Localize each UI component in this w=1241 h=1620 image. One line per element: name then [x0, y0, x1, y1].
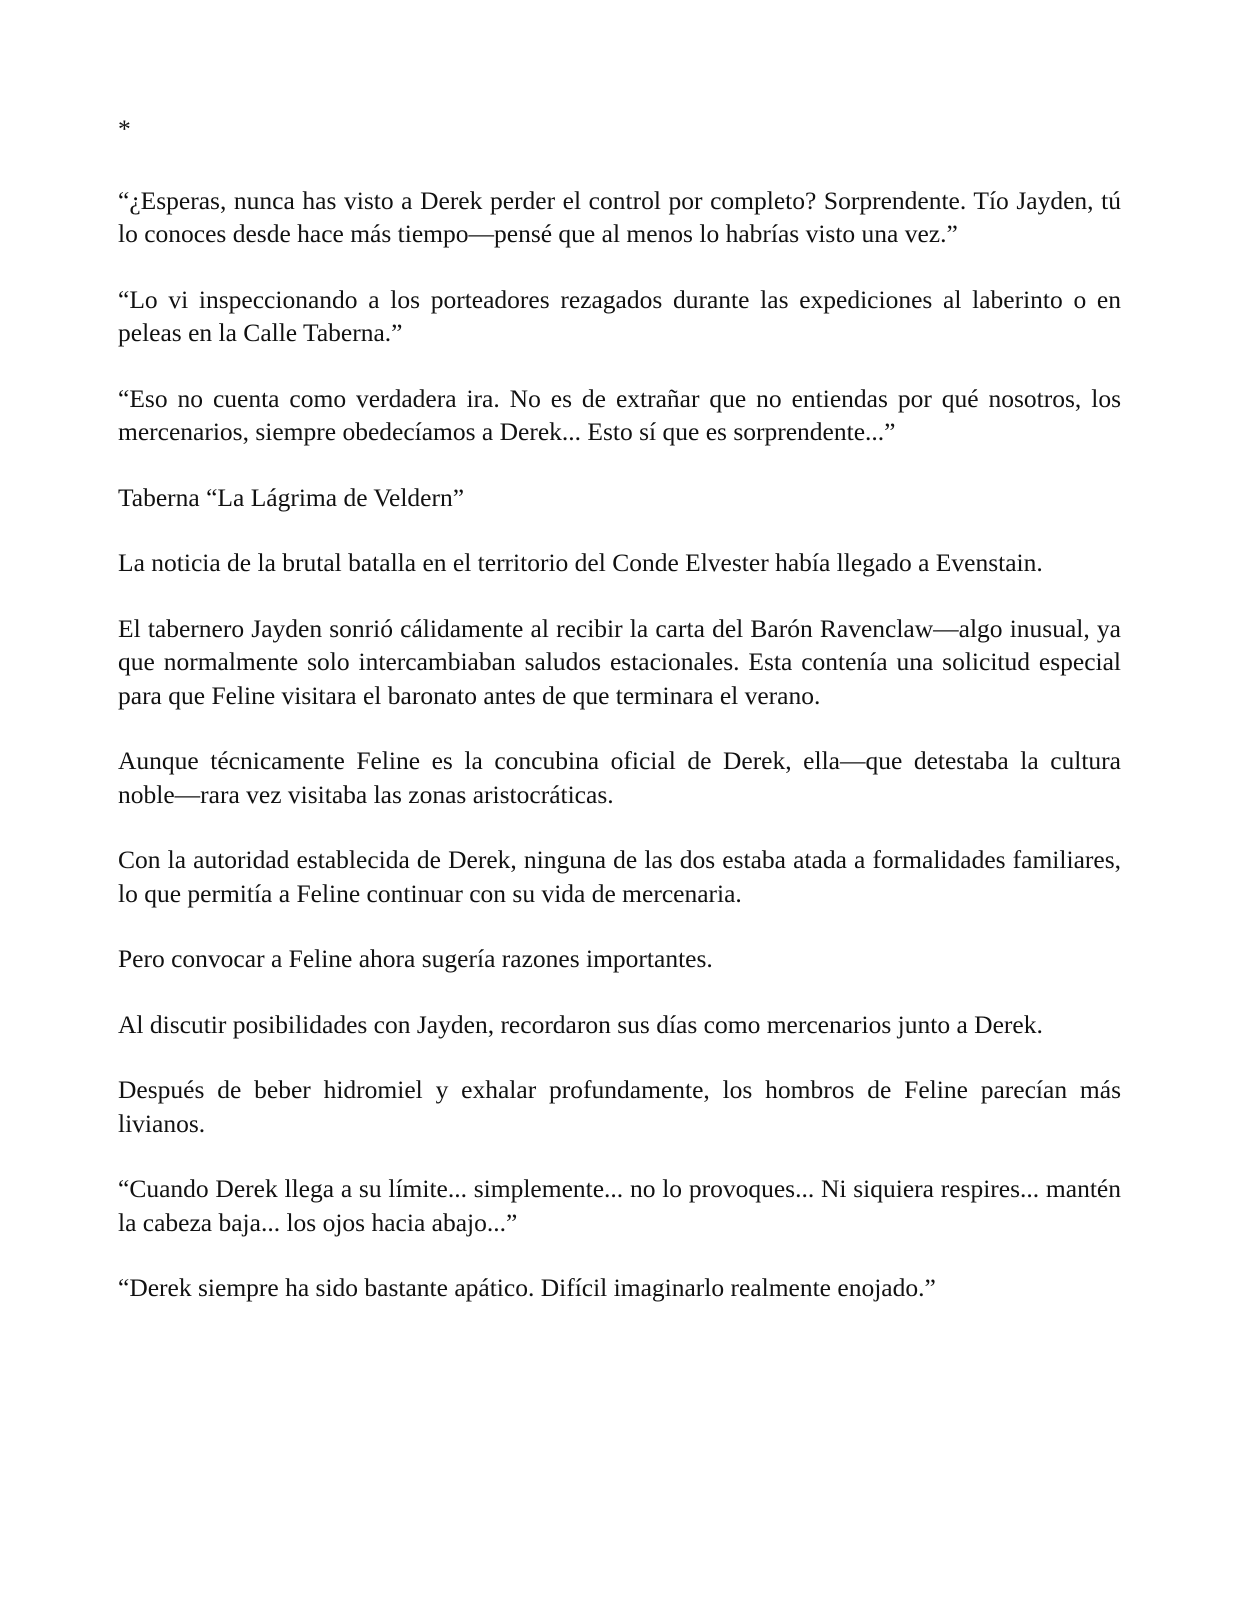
paragraph-5: La noticia de la brutal batalla en el territorio del Conde Elvester había llegado a Evenstain. — [118, 548, 1043, 577]
paragraph-1: “¿Esperas, nunca has visto a Derek perder el control por completo? Sorprendente. Tío Jayden, tú lo conoces desde hace más tiempo—pensé que al menos lo habrías visto una vez.” — [118, 185, 1121, 248]
document-body — [118, 112, 1121, 1337]
paragraph-11: Después de beber hidromiel y exhalar profundamente, los hombros de Feline parecían más livianos. — [118, 1075, 1121, 1138]
paragraph-2: “Lo vi inspeccionando a los porteadores rezagados durante las expediciones al laberinto o en peleas en la Calle Taberna.” — [118, 284, 1121, 347]
paragraph-3: “Eso no cuenta como verdadera ira. No es de extrañar que no entiendas por qué nosotros, los mercenarios, siempre obedecíamos a Derek... Esto sí que es sorprendente...” — [118, 383, 1121, 446]
paragraph-7: Aunque técnicamente Feline es la concubina oficial de Derek, ella—que detestaba la cultura noble—rara vez visitaba las zonas aristocráticas. — [118, 746, 1121, 809]
paragraph-13: “Derek siempre ha sido bastante apático. Difícil imaginarlo realmente enojado.” — [118, 1273, 936, 1302]
paragraph-4-scene-heading: Taberna “La Lágrima de Veldern” — [118, 482, 465, 512]
paragraph-12: “Cuando Derek llega a su límite... simplemente... no lo provoques... Ni siquiera respires... mantén la cabeza baja... los ojos hacia abajo...” — [118, 1174, 1121, 1237]
paragraph-8: Con la autoridad establecida de Derek, ninguna de las dos estaba atada a formalidades familiares, lo que permitía a Feline continuar con su vida de mercenaria. — [118, 845, 1121, 908]
paragraph-6: El tabernero Jayden sonrió cálidamente al recibir la carta del Barón Ravenclaw—algo inusual, ya que normalmente solo intercambiaban saludos estacionales. Esta contenía una solicitud especial para que Feline visitara el baronato antes de que terminara el verano. — [118, 613, 1121, 710]
section-separator: * — [118, 114, 131, 143]
paragraph-10: Al discutir posibilidades con Jayden, recordaron sus días como mercenarios junto a Derek. — [118, 1009, 1043, 1039]
paragraph-9: Pero convocar a Feline ahora sugería razones importantes. — [118, 944, 713, 973]
